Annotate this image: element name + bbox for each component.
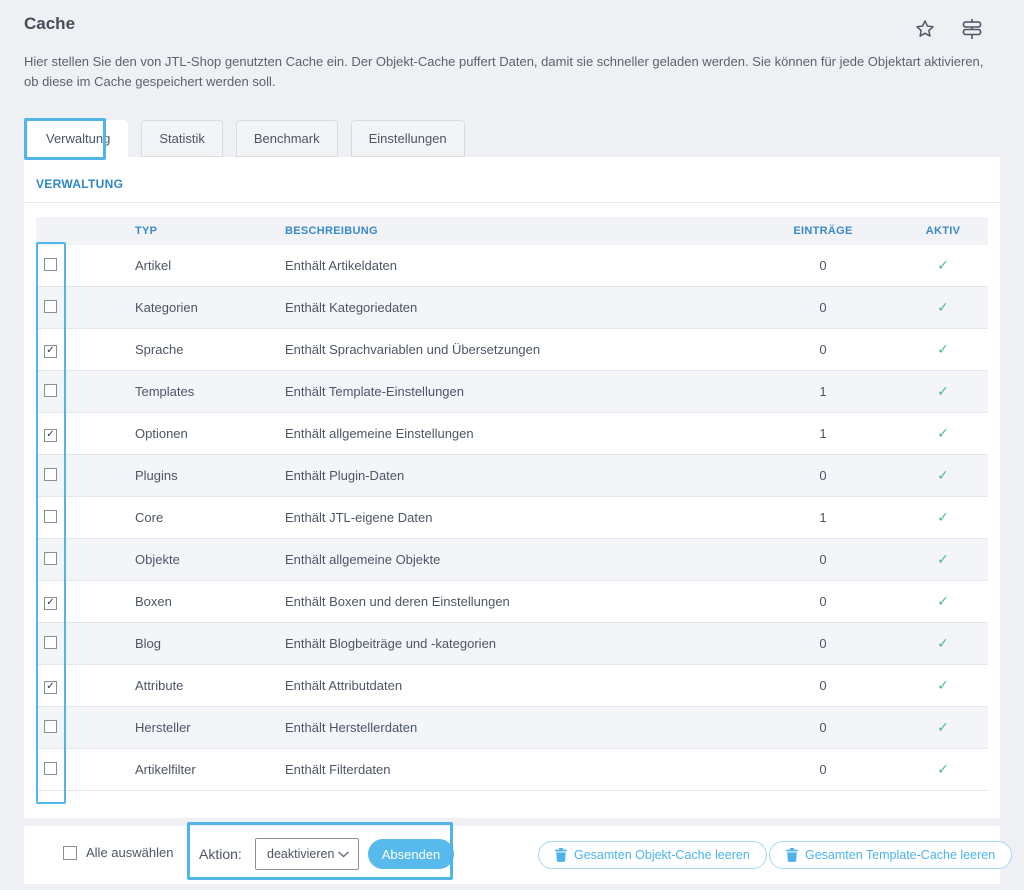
tab-verwaltung[interactable]: Verwaltung [28, 120, 128, 157]
signpost-icon[interactable] [962, 18, 982, 40]
column-header-eintraege: EINTRÄGE [793, 225, 853, 237]
checkbox-tick-icon: ✓ [46, 597, 55, 609]
checkbox-tick-icon: ✓ [46, 429, 55, 441]
cell-beschreibung: Enthält Plugin-Daten [285, 468, 405, 483]
active-check-icon: ✓ [937, 719, 949, 735]
table-row [36, 329, 988, 371]
cell-beschreibung: Enthält Sprachvariablen und Übersetzungen [285, 342, 541, 357]
row-checkbox[interactable] [44, 597, 57, 610]
trash-icon [555, 848, 567, 862]
table-row [36, 455, 988, 497]
cell-eintraege: 0 [819, 300, 827, 315]
table-row [36, 749, 988, 791]
chevron-down-icon [338, 847, 349, 861]
cell-eintraege: 0 [819, 594, 827, 609]
cell-beschreibung: Enthält allgemeine Objekte [285, 552, 441, 567]
cell-beschreibung: Enthält Filterdaten [285, 762, 391, 777]
cell-beschreibung: Enthält Template-Einstellungen [285, 384, 464, 399]
table-row [36, 581, 988, 623]
cell-typ: Optionen [135, 426, 188, 441]
cell-typ: Hersteller [135, 720, 191, 735]
tab-bar [28, 120, 465, 157]
cell-typ: Plugins [135, 468, 178, 483]
clear-template-cache-button[interactable] [769, 841, 1012, 869]
cell-eintraege: 0 [819, 342, 827, 357]
cell-eintraege: 0 [819, 762, 827, 777]
active-check-icon: ✓ [937, 761, 949, 777]
active-check-icon: ✓ [937, 341, 949, 357]
cell-beschreibung: Enthält Artikeldaten [285, 258, 398, 273]
row-checkbox[interactable] [44, 468, 57, 481]
action-select[interactable] [255, 838, 359, 870]
clear-object-cache-button[interactable] [538, 841, 767, 869]
column-header-aktiv: AKTIV [925, 225, 961, 237]
row-checkbox[interactable] [44, 345, 57, 358]
section-title: VERWALTUNG [36, 177, 124, 191]
cell-typ: Artikelfilter [135, 762, 196, 777]
row-checkbox[interactable] [44, 258, 57, 271]
page-description: Hier stellen Sie den von JTL-Shop genutzten Cache ein. Der Objekt-Cache puffert Daten, damit sie schneller geladen werden. Sie können für jede Objektart aktivieren, ob diese im Cache gespeichert werden soll. [24, 54, 984, 89]
row-checkbox[interactable] [44, 429, 57, 442]
table-header-row [36, 217, 988, 245]
tab-einstellungen[interactable]: Einstellungen [351, 120, 465, 157]
cell-beschreibung: Enthält Herstellerdaten [285, 720, 418, 735]
active-check-icon: ✓ [937, 635, 949, 651]
clear-template-cache-label: Gesamten Template-Cache leeren [805, 848, 996, 862]
table-row [36, 665, 988, 707]
verwaltung-panel [24, 157, 1000, 818]
cell-eintraege: 1 [819, 384, 827, 399]
section-divider [24, 202, 1000, 203]
table-row [36, 371, 988, 413]
page-header [24, 14, 1000, 92]
table-body [36, 245, 988, 791]
column-header-typ: TYP [135, 225, 158, 237]
cell-eintraege: 0 [819, 468, 827, 483]
row-checkbox[interactable] [44, 384, 57, 397]
cell-beschreibung: Enthält JTL-eigene Daten [285, 510, 433, 525]
cell-typ: Objekte [135, 552, 180, 567]
row-checkbox[interactable] [44, 681, 57, 694]
row-checkbox[interactable] [44, 510, 57, 523]
star-icon[interactable] [914, 18, 936, 40]
cell-typ: Templates [135, 384, 195, 399]
table-row [36, 287, 988, 329]
row-checkbox[interactable] [44, 720, 57, 733]
select-all-checkbox[interactable] [63, 846, 77, 860]
row-checkbox[interactable] [44, 552, 57, 565]
action-label: Aktion: [199, 846, 242, 862]
cell-beschreibung: Enthält Attributdaten [285, 678, 403, 693]
active-check-icon: ✓ [937, 299, 949, 315]
cell-beschreibung: Enthält Blogbeiträge und -kategorien [285, 636, 497, 651]
cell-beschreibung: Enthält Boxen und deren Einstellungen [285, 594, 510, 609]
column-header-beschreibung: BESCHREIBUNG [285, 225, 378, 237]
row-checkbox[interactable] [44, 636, 57, 649]
cell-typ: Artikel [135, 258, 172, 273]
active-check-icon: ✓ [937, 425, 949, 441]
table-row [36, 245, 988, 287]
cell-typ: Blog [135, 636, 162, 651]
active-check-icon: ✓ [937, 383, 949, 399]
cache-table [36, 217, 988, 791]
page-title: Cache [24, 14, 76, 33]
action-select-value: deaktivieren [267, 847, 335, 861]
cell-eintraege: 0 [819, 678, 827, 693]
row-checkbox[interactable] [44, 300, 57, 313]
clear-object-cache-label: Gesamten Objekt-Cache leeren [574, 848, 750, 862]
active-check-icon: ✓ [937, 677, 949, 693]
active-check-icon: ✓ [937, 593, 949, 609]
tab-benchmark[interactable]: Benchmark [236, 120, 338, 157]
cell-typ: Attribute [135, 678, 184, 693]
cell-typ: Sprache [135, 342, 184, 357]
active-check-icon: ✓ [937, 509, 949, 525]
table-row [36, 497, 988, 539]
active-check-icon: ✓ [937, 257, 949, 273]
cell-eintraege: 0 [819, 720, 827, 735]
submit-button[interactable]: Absenden [368, 839, 454, 869]
table-row [36, 623, 988, 665]
table-row [36, 413, 988, 455]
cell-eintraege: 1 [819, 510, 827, 525]
table-footer-bar [24, 826, 1000, 884]
cell-eintraege: 1 [819, 426, 827, 441]
cell-beschreibung: Enthält allgemeine Einstellungen [285, 426, 474, 441]
cell-eintraege: 0 [819, 258, 827, 273]
select-all-label: Alle auswählen [86, 845, 174, 860]
cell-beschreibung: Enthält Kategoriedaten [285, 300, 418, 315]
cell-typ: Core [135, 510, 164, 525]
active-check-icon: ✓ [937, 551, 949, 567]
trash-icon [786, 848, 798, 862]
table-row [36, 707, 988, 749]
checkbox-tick-icon: ✓ [46, 681, 55, 693]
tab-statistik[interactable]: Statistik [141, 120, 223, 157]
row-checkbox[interactable] [44, 762, 57, 775]
cell-eintraege: 0 [819, 552, 827, 567]
checkbox-tick-icon: ✓ [46, 345, 55, 357]
table-row [36, 539, 988, 581]
cell-typ: Boxen [135, 594, 172, 609]
active-check-icon: ✓ [937, 467, 949, 483]
select-all-control[interactable] [63, 845, 173, 860]
cell-typ: Kategorien [135, 300, 198, 315]
cell-eintraege: 0 [819, 636, 827, 651]
